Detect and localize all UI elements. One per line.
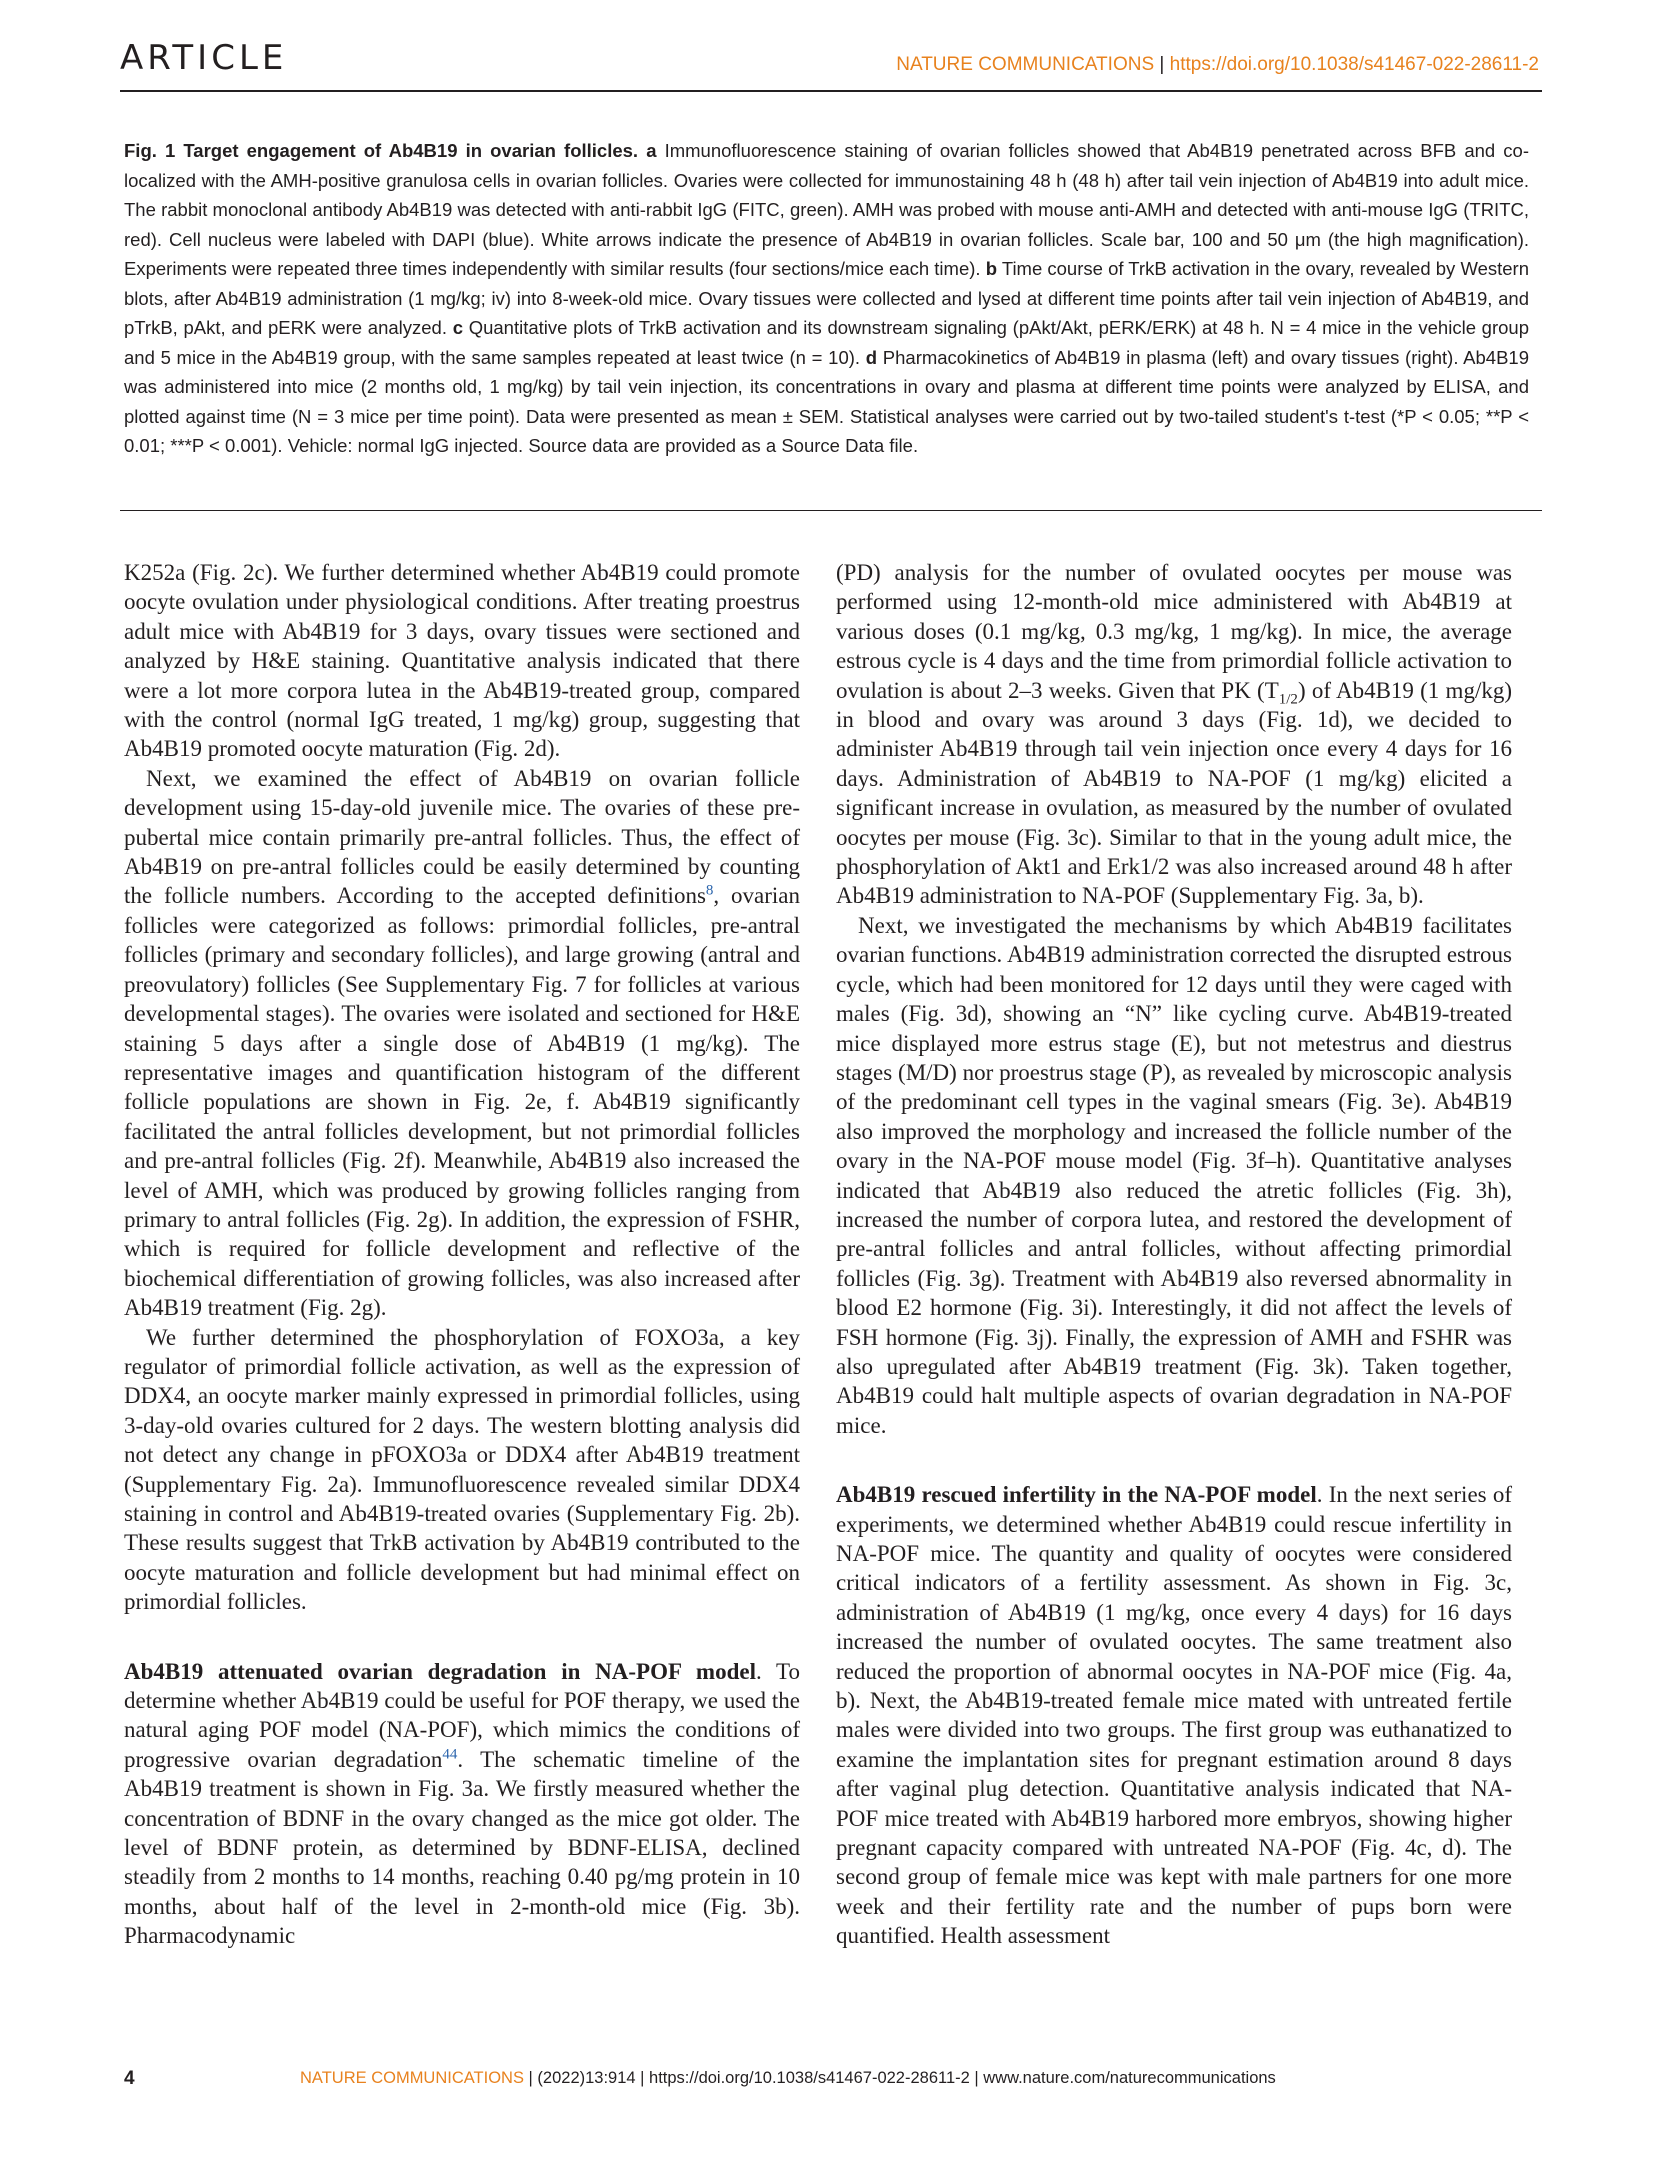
half-life-subscript: 1/2 [1278,691,1298,708]
section-heading-na-pof-degradation: Ab4B19 attenuated ovarian degradation in NA-POF model [124,1658,756,1684]
left-paragraph-1: K252a (Fig. 2c). We further determined whether Ab4B19 could promote oocyte ovulation under physiological conditions. After treating proestrus adult mice with Ab4B19 for 3 days, ovary tissues were sectioned and analyzed by H&E staining. Quantitative analysis indicated that there were a lot more corpora lutea in the Ab4B19-treated group, compared with the control (normal IgG treated, 1 mg/kg) group, suggesting that Ab4B19 promoted oocyte maturation (Fig. 2d). [124,560,800,762]
caption-panel-d-label: d [865,346,878,368]
footer-citation [300,2069,1276,2088]
caption-rule [120,510,1542,511]
page-number: 4 [124,2068,135,2089]
article-label: ARTICLE [120,38,288,78]
right-column [836,558,1512,1951]
reference-44[interactable]: 44 [442,1746,458,1763]
right-p1-text-a: (PD) analysis for the number of ovulated oocytes per mouse was performed using 12-month-old mice administered with Ab4B19 at various doses (0.1 mg/kg, 0.3 mg/kg, 1 mg/kg). In mice, the average estrous cycle is 4 days and the time from primordial follicle activation to ovulation is about 2–3 weeks. Given that PK (T [836,560,1512,703]
right-paragraph-3 [836,1480,1512,1951]
footer-journal: NATURE COMMUNICATIONS [300,2069,524,2087]
header-rule [120,90,1542,92]
figure-caption [124,136,1529,461]
caption-panel-a-label: a [646,140,657,161]
left-paragraph-3: We further determined the phosphorylation of FOXO3a, a key regulator of primordial follicle activation, as well as the expression of DDX4, an oocyte marker mainly expressed in primordial follicles, using 3-day-old ovaries cultured for 2 days. The western blotting analysis did not detect any change in pFOXO3a or DDX4 after Ab4B19 treatment (Supplementary Fig. 2a). Immunofluorescence revealed similar DDX4 staining in control and Ab4B19-treated ovaries (Supplementary Fig. 2b). These results suggest that TrkB activation by Ab4B19 contributed to the oocyte maturation and follicle development but had minimal effect on primordial follicles. [124,1324,800,1615]
left-paragraph-4 [124,1657,800,1951]
caption-panel-d-text: Pharmacokinetics of Ab4B19 in plasma (left) and ovary tissues (right). Ab4B19 was administered into mice (2 months old, 1 mg/kg) by tail vein injection, its concentrations in ovary and plasma at different time points were analyzed by ELISA, and plotted against time (N = 3 mice per time point). Data were presented as mean ± SEM. Statistical analyses were carried out by two-tailed student's t-test (*P < 0.05; **P < 0.01; ***P < 0.001). Vehicle: normal IgG injected. Source data are provided as a Source Data file. [124,346,1529,456]
left-column [124,558,800,1951]
header-doi-link[interactable]: https://doi.org/10.1038/s41467-022-28611-2 [1169,54,1539,75]
page-footer [124,2068,1542,2092]
right-paragraph-2: Next, we investigated the mechanisms by which Ab4B19 facilitates ovarian functions. Ab4B19 administration corrected the disrupted estrous cycle, which had been monitored for 12 days until they were caged with males (Fig. 3d), showing an “N” like cycling curve. Ab4B19-treated mice displayed more estrus stage (E), but not metestrus and diestrus stages (M/D) nor proestrus stage (P), as revealed by microscopic analysis of the predominant cell types in the vaginal smears (Fig. 3e). Ab4B19 also improved the morphology and increased the follicle number of the ovary in the NA-POF mouse model (Fig. 3f–h). Quantitative analyses indicated that Ab4B19 also reduced the atretic follicles (Fig. 3h), increased the number of corpora lutea, and restored the development of pre-antral follicles and antral follicles, without affecting primordial follicles (Fig. 3g). Treatment with Ab4B19 also reversed abnormality in blood E2 hormone (Fig. 3i). Interestingly, it did not affect the levels of FSH hormone (Fig. 3j). Finally, the expression of AMH and FSHR was also upregulated after Ab4B19 treatment (Fig. 3k). Taken together, Ab4B19 could halt multiple aspects of ovarian degradation in NA-POF mice. [836,912,1512,1438]
caption-title: Fig. 1 Target engagement of Ab4B19 in ovarian follicles. [124,140,639,161]
right-p3-text: . In the next series of experiments, we determined whether Ab4B19 could rescue infertility in NA-POF mice. The quantity and quality of oocytes were considered critical indicators of a fertility assessment. As shown in Fig. 3c, administration of Ab4B19 (1 mg/kg, once every 4 days) for 16 days increased the number of ovulated oocytes. The same treatment also reduced the proportion of abnormal oocytes in NA-POF mice (Fig. 4a, b). Next, the Ab4B19-treated female mice mated with untreated fertile males were divided into two groups. The first group was euthanatized to examine the implantation sites for pregnant estimation around 8 days after vaginal plug detection. Quantitative analysis indicated that NA-POF mice treated with Ab4B19 harbored more embryos, showing higher pregnant capacity compared with untreated NA-POF (Fig. 4c, d). The second group of female mice was kept with male partners for one more week and their fertility rate and the number of pups born were quantified. Health assessment [836,1482,1512,1949]
caption-panel-a-text: Immunofluorescence staining of ovarian follicles showed that Ab4B19 penetrated across BFB and co-localized with the AMH-positive granulosa cells in ovarian follicles. Ovaries were collected for immunostaining 48 h (48 h) after tail vein injection of Ab4B19 into adult mice. The rabbit monoclonal antibody Ab4B19 was detected with anti-rabbit IgG (FITC, green). AMH was probed with mouse anti-AMH and detected with anti-mouse IgG (TRITC, red). Cell nucleus were labeled with DAPI (blue). White arrows indicate the presence of Ab4B19 in ovarian follicles. Scale bar, 100 and 50 μm (the high magnification). Experiments were repeated three times independently with similar results (four sections/mice each time). [124,140,1530,279]
section-heading-rescued-infertility: Ab4B19 rescued infertility in the NA-POF model [836,1482,1317,1508]
left-paragraph-2 [124,764,800,1323]
right-paragraph-1 [836,558,1512,911]
caption-panel-b-label: b [985,258,998,279]
footer-citation-text: | (2022)13:914 | https://doi.org/10.1038/s41467-022-28611-2 | www.nature.com/naturecommunications [523,2069,1276,2087]
caption-panel-c-text: Quantitative plots of TrkB activation and its downstream signaling (pAkt/Akt, pERK/ERK) at 48 h. N = 4 mice in the vehicle group and 5 mice in the Ab4B19 group, with the same samples repeated at least twice (n = 10). [124,317,1530,368]
header-journal-doi [896,54,1539,76]
caption-panel-c-label: c [452,317,463,338]
left-p2-text-a: Next, we examined the effect of Ab4B19 on ovarian follicle development using 15-day-old juvenile mice. The ovaries of these pre-pubertal mice contain primarily pre-antral follicles. Thus, the effect of Ab4B19 on pre-antral follicles could be easily determined by counting the follicle numbers. According to the accepted definitions [124,765,800,909]
reference-8[interactable]: 8 [705,882,714,899]
header-separator: | [1154,54,1170,75]
right-p1-text-b: ) of Ab4B19 (1 mg/kg) in blood and ovary was around 3 days (Fig. 1d), we decided to administer Ab4B19 through tail vein injection once every 4 days for 16 days. Administration of Ab4B19 to NA-POF (1 mg/kg) elicited a significant increase in ovulation, as measured by the number of ovulated oocytes per mouse (Fig. 3c). Similar to that in the young adult mice, the phosphorylation of Akt1 and Erk1/2 was also increased around 48 h after Ab4B19 administration to NA-POF (Supplementary Fig. 3a, b). [836,677,1512,909]
header-journal: NATURE COMMUNICATIONS [896,54,1155,75]
left-p4-text-b: . The schematic timeline of the Ab4B19 treatment is shown in Fig. 3a. We firstly measured whether the concentration of BDNF in the ovary changed as the mice got older. The level of BDNF protein, as determined by BDNF-ELISA, declined steadily from 2 months to 14 months, reaching 0.40 pg/mg protein in 10 months, about half of the level in 2-month-old mice (Fig. 3b). Pharmacodynamic [124,1746,800,1949]
left-p2-text-b: , ovarian follicles were categorized as follows: primordial follicles, pre-antral follicles (primary and secondary follicles), and large growing (antral and preovulatory) follicles (See Supplementary Fig. 7 for follicles at various developmental stages). The ovaries were isolated and sectioned for H&E staining 5 days after a single dose of Ab4B19 (1 mg/kg). The representative images and quantification histogram of the different follicle populations are shown in Fig. 2e, f. Ab4B19 significantly facilitated the antral follicles development, but not primordial follicles and pre-antral follicles (Fig. 2f). Meanwhile, Ab4B19 also increased the level of AMH, which was produced by growing follicles ranging from primary to antral follicles (Fig. 2g). In addition, the expression of FSHR, which is required for follicle development and reflective of the biochemical differentiation of growing follicles, was also increased after Ab4B19 treatment (Fig. 2g). [124,883,800,1321]
left-p4-text-a: . To determine whether Ab4B19 could be useful for POF therapy, we used the natural aging POF model (NA-POF), which mimics the conditions of progressive ovarian degradation [124,1658,800,1772]
caption-panel-b-text: Time course of TrkB activation in the ovary, revealed by Western blots, after Ab4B19 administration (1 mg/kg; iv) into 8-week-old mice. Ovary tissues were collected and lysed at different time points after tail vein injection of Ab4B19, and pTrkB, pAkt, and pERK were analyzed. [124,258,1529,338]
